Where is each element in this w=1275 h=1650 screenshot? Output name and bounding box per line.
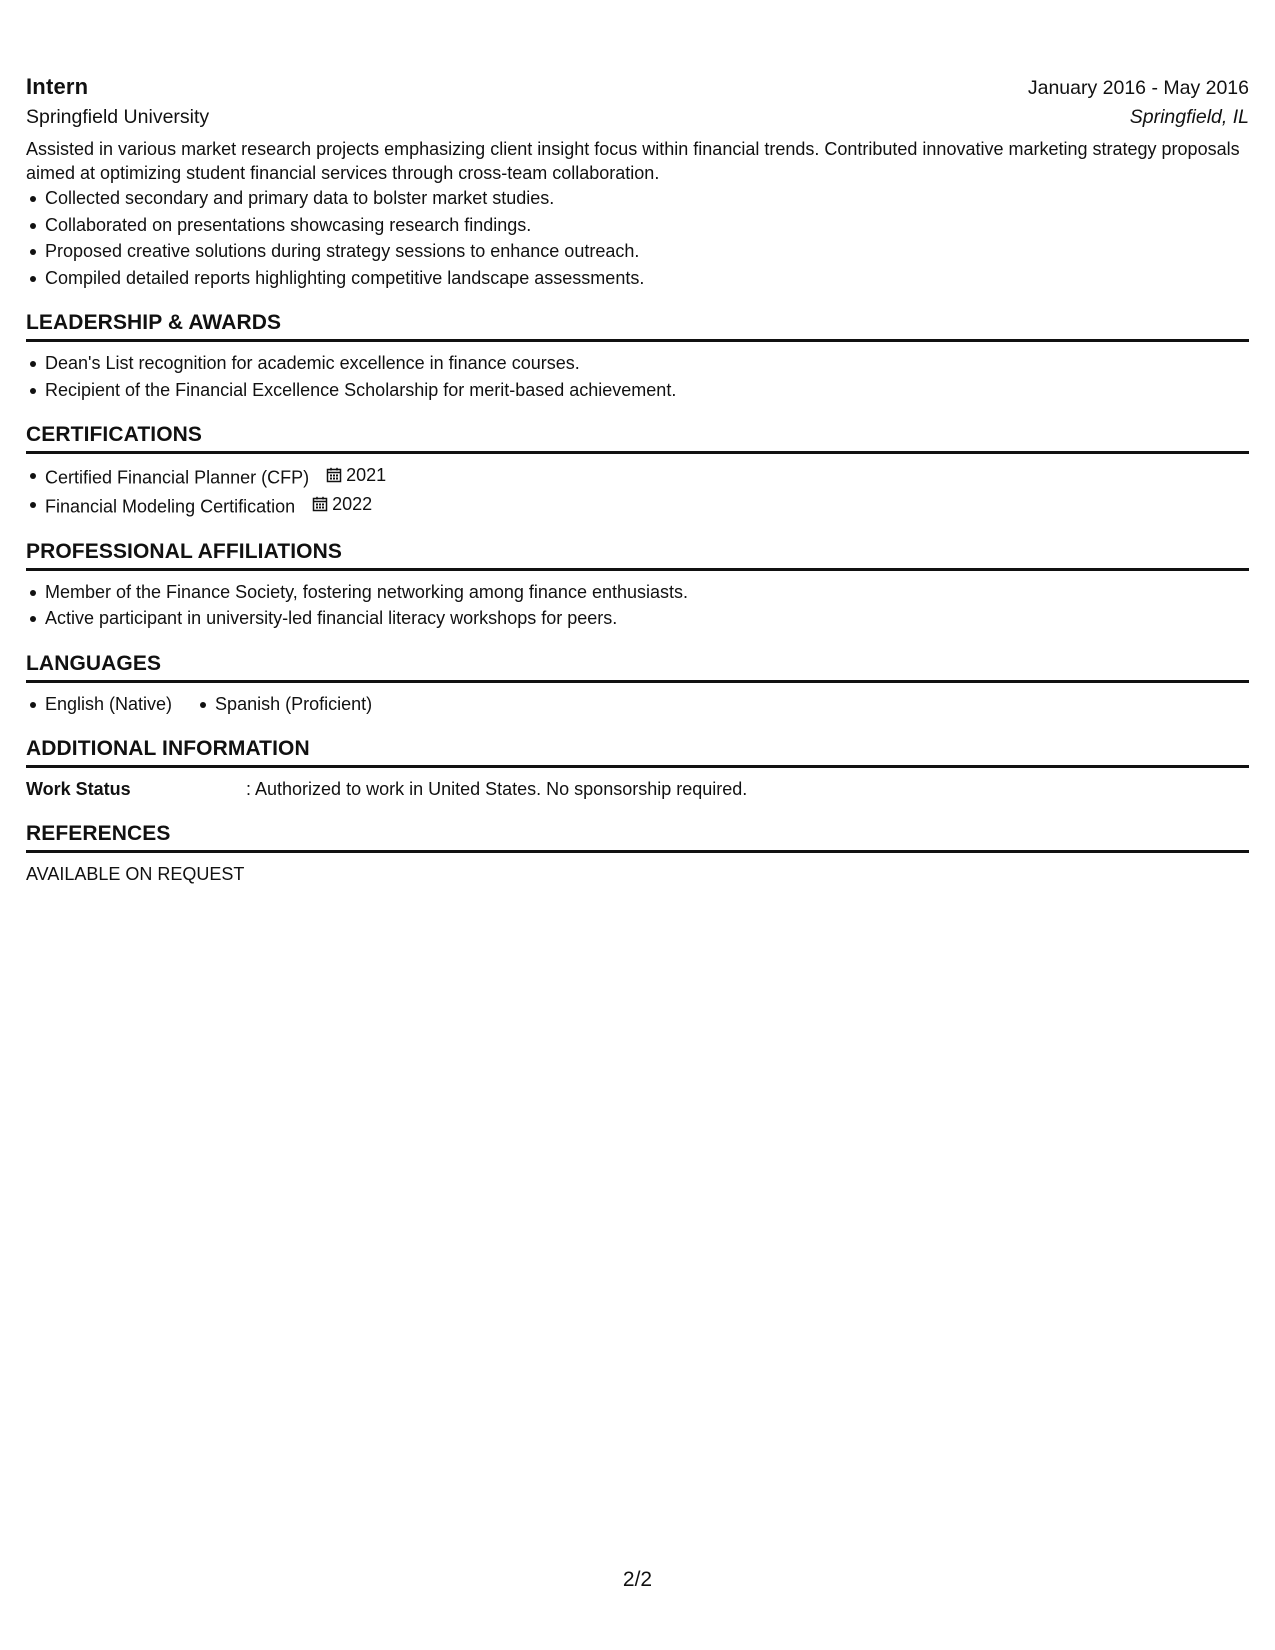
work-status-label: Work Status <box>26 779 131 799</box>
section-heading: LANGUAGES <box>26 652 1249 683</box>
resume-page <box>26 74 1249 887</box>
certification-year: 2022 <box>332 493 373 514</box>
affiliations-section <box>26 540 1249 632</box>
references-section <box>26 822 1249 887</box>
work-status-value: : Authorized to work in United States. No sponsorship required. <box>246 779 748 799</box>
list-item: Dean's List recognition for academic excellence in finance courses. <box>26 350 1249 377</box>
calendar-icon <box>326 467 342 483</box>
list-item: Collected secondary and primary data to bolster market studies. <box>26 185 1249 212</box>
job-description: Assisted in various market research projects emphasizing client insight focus within financial trends. Contributed innovative marketing strategy proposals aimed at optimizing student financial services through cross-team collaboration. <box>26 139 1240 183</box>
job-title: Intern <box>26 74 89 99</box>
work-status-row <box>26 776 1249 802</box>
section-heading: ADDITIONAL INFORMATION <box>26 737 1249 768</box>
affiliations-list <box>26 579 1249 632</box>
certification-date <box>326 462 386 489</box>
list-item: Active participant in university-led financial literacy workshops for peers. <box>26 605 1249 632</box>
list-item: Recipient of the Financial Excellence Scholarship for merit-based achievement. <box>26 377 1249 404</box>
experience-entry <box>26 74 1249 291</box>
section-heading: REFERENCES <box>26 822 1249 853</box>
job-header <box>26 74 1249 100</box>
page-number: 2/2 <box>622 1568 653 1591</box>
job-dates: January 2016 - May 2016 <box>1027 77 1249 99</box>
certifications-list <box>26 462 1249 520</box>
leadership-list <box>26 350 1249 403</box>
certification-name: Certified Financial Planner (CFP) <box>45 467 310 488</box>
additional-info-section <box>26 737 1249 802</box>
section-heading: PROFESSIONAL AFFILIATIONS <box>26 540 1249 571</box>
list-item: Collaborated on presentations showcasing research findings. <box>26 212 1249 239</box>
language-item: Spanish (Proficient) <box>196 691 372 718</box>
calendar-icon <box>312 496 328 512</box>
job-organization: Springfield University <box>26 106 210 128</box>
languages-section <box>26 652 1249 718</box>
section-heading: LEADERSHIP & AWARDS <box>26 311 1249 342</box>
language-item: English (Native) <box>26 691 172 718</box>
job-bullets <box>26 185 1249 291</box>
list-item <box>26 462 1249 491</box>
references-text: AVAILABLE ON REQUEST <box>26 864 245 884</box>
languages-list <box>26 691 1249 718</box>
list-item: Compiled detailed reports highlighting competitive landscape assessments. <box>26 265 1249 292</box>
job-subheader <box>26 106 1249 129</box>
list-item: Member of the Finance Society, fostering networking among finance enthusiasts. <box>26 579 1249 606</box>
section-heading: CERTIFICATIONS <box>26 423 1249 454</box>
job-location: Springfield, IL <box>1129 106 1249 128</box>
list-item <box>26 491 1249 520</box>
list-item: Proposed creative solutions during strategy sessions to enhance outreach. <box>26 238 1249 265</box>
certification-year: 2021 <box>346 465 387 485</box>
leadership-section <box>26 311 1249 403</box>
certification-name: Financial Modeling Certification <box>45 496 296 516</box>
certification-date <box>312 491 372 518</box>
certifications-section <box>26 423 1249 520</box>
